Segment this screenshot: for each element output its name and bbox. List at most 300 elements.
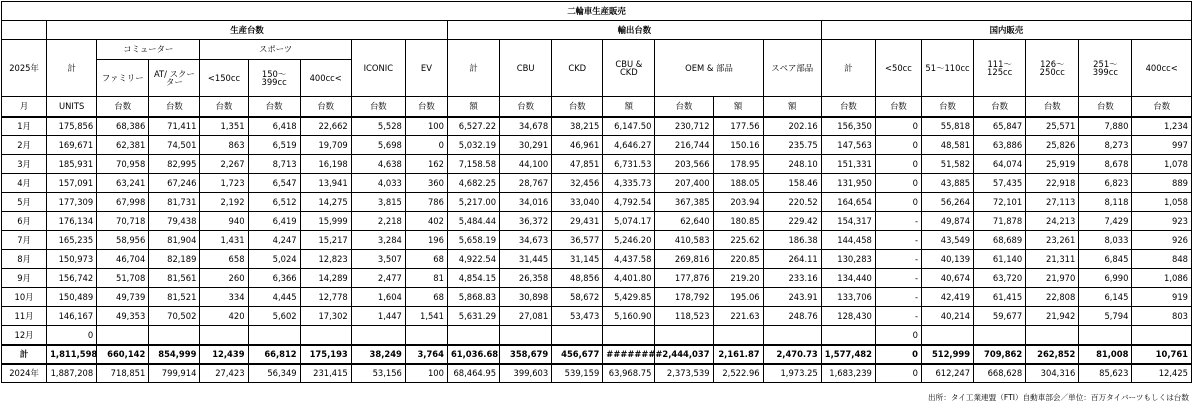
month-header: 月: [2, 97, 47, 117]
table-cell: 25,571: [1026, 117, 1079, 136]
table-cell: 5,160.90: [603, 307, 655, 326]
table-cell: 185,931: [47, 155, 97, 174]
table-cell: 4,033: [351, 174, 405, 193]
table-cell: 5,698: [351, 136, 405, 155]
table-cell: 5,868.83: [447, 288, 499, 307]
table-cell: [248, 326, 300, 345]
table-cell: 158.46: [763, 174, 821, 193]
table-cell: 5,024: [248, 250, 300, 269]
table-cell: 7,880: [1079, 117, 1132, 136]
table-row: [2, 136, 1192, 155]
table-cell: 262,852: [1026, 345, 1079, 364]
table-cell: 38,249: [351, 345, 405, 364]
table-cell: 70,718: [97, 212, 149, 231]
table-cell: 68,689: [974, 231, 1026, 250]
table-cell: 46,704: [97, 250, 149, 269]
table-cell: 2,522.96: [713, 364, 763, 383]
source-footnote: 出所：タイ工業連盟（FTI）自動車部会／単位：百万タイバーツもしくは台数: [928, 393, 1189, 402]
table-cell: 1,723: [200, 174, 248, 193]
table-cell: 43,549: [921, 231, 973, 250]
table-cell: 248.10: [763, 155, 821, 174]
table-cell: 6,990: [1079, 269, 1132, 288]
table-cell: 5,484.44: [447, 212, 499, 231]
table-cell: 156,350: [821, 117, 875, 136]
table-cell: 0: [875, 155, 921, 174]
year-header: 2025年: [2, 40, 47, 97]
table-cell: 40,674: [921, 269, 973, 288]
at-scooter-header: AT/ スクーター: [149, 60, 200, 97]
table-cell: 169,671: [47, 136, 97, 155]
251-399cc-header: 251～ 399cc: [1079, 40, 1132, 97]
unit-label: 額: [603, 97, 655, 117]
table-cell: 68,464.95: [447, 364, 499, 383]
table-cell: 2,267: [200, 155, 248, 174]
table-cell: 176,134: [47, 212, 97, 231]
unit-label: 台数: [974, 97, 1026, 117]
table-cell: 63,241: [97, 174, 149, 193]
table-cell: 456,677: [552, 345, 603, 364]
unit-label: 台数: [351, 97, 405, 117]
table-cell: 63,720: [974, 269, 1026, 288]
table-cell: 177,876: [655, 269, 713, 288]
unit-label: 台数: [1079, 97, 1132, 117]
table-cell: 27,113: [1026, 193, 1079, 212]
table-cell: 6,419: [248, 212, 300, 231]
ev-header: EV: [405, 40, 447, 97]
table-cell: 848: [1132, 250, 1192, 269]
table-row: [2, 155, 1192, 174]
table-cell: 231,415: [300, 364, 351, 383]
table-cell: 134,440: [821, 269, 875, 288]
table-cell: 6,366: [248, 269, 300, 288]
table-cell: 74,501: [149, 136, 200, 155]
table-cell: 1,887,208: [47, 364, 97, 383]
table-cell: 15,999: [300, 212, 351, 231]
table-cell: 81,731: [149, 193, 200, 212]
table-cell: 2,444,037: [655, 345, 713, 364]
table-cell: 1,973.25: [763, 364, 821, 383]
table-cell: 62,381: [97, 136, 149, 155]
table-cell: 12,778: [300, 288, 351, 307]
table-cell: 57,435: [974, 174, 1026, 193]
total-row: [2, 345, 1192, 364]
table-cell: 260: [200, 269, 248, 288]
table-cell: 81,008: [1079, 345, 1132, 364]
table-cell: 61,415: [974, 288, 1026, 307]
export-group-header: 輸出台数: [447, 21, 821, 40]
blank-header-cell: [2, 21, 47, 40]
table-cell: 26,358: [500, 269, 552, 288]
table-cell: 0: [875, 117, 921, 136]
table-cell: 21,970: [1026, 269, 1079, 288]
table-cell: 2,161.87: [713, 345, 763, 364]
table-cell: 940: [200, 212, 248, 231]
table-cell: 32,456: [552, 174, 603, 193]
table-cell: [655, 326, 713, 345]
table-cell: [974, 326, 1026, 345]
table-cell: 2,477: [351, 269, 405, 288]
table-cell: 2,373,539: [655, 364, 713, 383]
table-cell: 360: [405, 174, 447, 193]
table-cell: 67,998: [97, 193, 149, 212]
table-cell: 85,623: [1079, 364, 1132, 383]
unit-label: 台数: [821, 97, 875, 117]
table-cell: [763, 326, 821, 345]
table-cell: 4,792.54: [603, 193, 655, 212]
unit-label: 額: [447, 97, 499, 117]
export-total-header: 計: [447, 40, 499, 97]
table-cell: 1,078: [1132, 155, 1192, 174]
table-cell: 68: [405, 288, 447, 307]
table-cell: 6,519: [248, 136, 300, 155]
table-row: [2, 326, 1192, 345]
table-cell: 58,672: [552, 288, 603, 307]
table-cell: 62,640: [655, 212, 713, 231]
table-cell: [500, 326, 552, 345]
table-cell: 4,401.80: [603, 269, 655, 288]
table-cell: 56,349: [248, 364, 300, 383]
table-cell: 48,856: [552, 269, 603, 288]
table-cell: 709,862: [974, 345, 1026, 364]
table-cell: 46,961: [552, 136, 603, 155]
table-cell: 19,709: [300, 136, 351, 155]
table-row: [2, 212, 1192, 231]
unit-label: 台数: [405, 97, 447, 117]
table-cell: 14,289: [300, 269, 351, 288]
unit-label: 台数: [655, 97, 713, 117]
table-cell: 923: [1132, 212, 1192, 231]
table-cell: 55,818: [921, 117, 973, 136]
table-cell: 27,081: [500, 307, 552, 326]
unit-label: 台数: [97, 97, 149, 117]
table-cell: 51,708: [97, 269, 149, 288]
table-cell: 799,914: [149, 364, 200, 383]
table-cell: 81: [405, 269, 447, 288]
table-cell: 7,429: [1079, 212, 1132, 231]
table-cell: 31,145: [552, 250, 603, 269]
row-label: 8月: [2, 250, 47, 269]
table-cell: 660,142: [97, 345, 149, 364]
table-cell: 221.63: [713, 307, 763, 326]
table-cell: 150.16: [713, 136, 763, 155]
table-cell: 48,581: [921, 136, 973, 155]
table-cell: [351, 326, 405, 345]
table-cell: 178.95: [713, 155, 763, 174]
table-cell: 248.76: [763, 307, 821, 326]
table-cell: 6,527.22: [447, 117, 499, 136]
table-cell: 100: [405, 117, 447, 136]
table-cell: 264.11: [763, 250, 821, 269]
table-cell: 28,767: [500, 174, 552, 193]
table-cell: 175,856: [47, 117, 97, 136]
table-cell: 72,101: [974, 193, 1026, 212]
table-cell: 3,284: [351, 231, 405, 250]
table-cell: 358,679: [500, 345, 552, 364]
table-cell: 21,942: [1026, 307, 1079, 326]
table-cell: 8,118: [1079, 193, 1132, 212]
table-cell: 420: [200, 307, 248, 326]
table-cell: 22,918: [1026, 174, 1079, 193]
domestic-group-header: 国内販売: [821, 21, 1191, 40]
table-cell: 40,214: [921, 307, 973, 326]
table-cell: 53,156: [351, 364, 405, 383]
table-cell: 4,247: [248, 231, 300, 250]
table-cell: 118,523: [655, 307, 713, 326]
table-cell: 4,437.58: [603, 250, 655, 269]
table-cell: 131,950: [821, 174, 875, 193]
row-label: 2024年: [2, 364, 47, 383]
table-cell: 1,058: [1132, 193, 1192, 212]
table-cell: 668,628: [974, 364, 1026, 383]
table-cell: 0: [875, 364, 921, 383]
production-group-header: 生産台数: [47, 21, 448, 40]
production-total-header: 計: [47, 40, 97, 97]
table-cell: 8,033: [1079, 231, 1132, 250]
table-row: [2, 269, 1192, 288]
table-cell: 82,189: [149, 250, 200, 269]
unit-label: 台数: [149, 97, 200, 117]
row-label: 10月: [2, 288, 47, 307]
table-cell: [405, 326, 447, 345]
table-cell: 2,192: [200, 193, 248, 212]
126-250cc-header: 126～ 250cc: [1026, 40, 1079, 97]
table-cell: 34,673: [500, 231, 552, 250]
sports-group-header: スポーツ: [200, 40, 351, 60]
unit-label: 台数: [1026, 97, 1079, 117]
table-cell: 612,247: [921, 364, 973, 383]
table-cell: 334: [200, 288, 248, 307]
table-cell: 70,958: [97, 155, 149, 174]
table-cell: 0: [875, 174, 921, 193]
table-cell: 6,145: [1079, 288, 1132, 307]
table-cell: 71,878: [974, 212, 1026, 231]
row-label: 11月: [2, 307, 47, 326]
ckd-header: CKD: [552, 40, 603, 97]
table-row: [2, 307, 1192, 326]
51-110cc-header: 51～110cc: [921, 40, 973, 97]
table-cell: 216,744: [655, 136, 713, 155]
table-cell: 863: [200, 136, 248, 155]
row-label: 計: [2, 345, 47, 364]
table-cell: 5,429.85: [603, 288, 655, 307]
table-cell: 180.85: [713, 212, 763, 231]
table-cell: -: [875, 212, 921, 231]
table-cell: 71,411: [149, 117, 200, 136]
table-cell: 410,583: [655, 231, 713, 250]
table-cell: 156,742: [47, 269, 97, 288]
table-cell: 786: [405, 193, 447, 212]
table-cell: 51,582: [921, 155, 973, 174]
table-cell: 718,851: [97, 364, 149, 383]
table-cell: 177.56: [713, 117, 763, 136]
table-cell: 133,706: [821, 288, 875, 307]
table-cell: [921, 326, 973, 345]
sales-table-sheet: [1, 1, 1192, 383]
row-label: 5月: [2, 193, 47, 212]
table-body: [2, 117, 1192, 383]
table-cell: 43,885: [921, 174, 973, 193]
row-label: 1月: [2, 117, 47, 136]
table-cell: 178,792: [655, 288, 713, 307]
table-row: [2, 174, 1192, 193]
table-cell: 195.06: [713, 288, 763, 307]
table-cell: 7,158.58: [447, 155, 499, 174]
table-cell: 219.20: [713, 269, 763, 288]
table-cell: 100: [405, 364, 447, 383]
table-cell: 16,198: [300, 155, 351, 174]
table-cell: 5,074.17: [603, 212, 655, 231]
spare-parts-header: スペア部品: [763, 40, 821, 97]
table-cell: 30,291: [500, 136, 552, 155]
table-cell: 5,602: [248, 307, 300, 326]
table-cell: 4,922.54: [447, 250, 499, 269]
table-cell: 220.85: [713, 250, 763, 269]
table-cell: 4,682.25: [447, 174, 499, 193]
table-cell: 33,040: [552, 193, 603, 212]
table-title: 二輪車生産販売: [2, 2, 1192, 21]
table-cell: 68,386: [97, 117, 149, 136]
table-cell: 1,577,482: [821, 345, 875, 364]
commuter-group-header: コミューター: [97, 40, 200, 60]
table-row: [2, 231, 1192, 250]
table-cell: 1,604: [351, 288, 405, 307]
table-cell: 220.52: [763, 193, 821, 212]
table-cell: 1,683,239: [821, 364, 875, 383]
table-cell: 63,886: [974, 136, 1026, 155]
table-cell: 5,658.19: [447, 231, 499, 250]
table-cell: 5,217.00: [447, 193, 499, 212]
table-cell: 34,016: [500, 193, 552, 212]
table-cell: 1,811,598: [47, 345, 97, 364]
table-cell: 203,566: [655, 155, 713, 174]
cbu-header: CBU: [500, 40, 552, 97]
table-cell: 25,919: [1026, 155, 1079, 174]
table-cell: 997: [1132, 136, 1192, 155]
table-cell: 12,425: [1132, 364, 1192, 383]
table-cell: 10,761: [1132, 345, 1192, 364]
production-sales-table: [1, 1, 1192, 383]
table-cell: 5,528: [351, 117, 405, 136]
table-cell: 12,439: [200, 345, 248, 364]
row-label: 9月: [2, 269, 47, 288]
table-cell: [447, 326, 499, 345]
table-cell: 150,489: [47, 288, 97, 307]
table-cell: 17,302: [300, 307, 351, 326]
table-cell: 8,273: [1079, 136, 1132, 155]
table-cell: 58,956: [97, 231, 149, 250]
cbu-ckd-header: CBU & CKD: [603, 40, 655, 97]
table-cell: 2,218: [351, 212, 405, 231]
table-cell: [713, 326, 763, 345]
table-cell: 12,823: [300, 250, 351, 269]
row-label: 4月: [2, 174, 47, 193]
400cc-plus-header: 400cc<: [300, 60, 351, 97]
table-cell: 38,215: [552, 117, 603, 136]
111-125cc-header: 111～ 125cc: [974, 40, 1026, 97]
table-cell: 6,547: [248, 174, 300, 193]
table-cell: 803: [1132, 307, 1192, 326]
table-cell: 44,100: [500, 155, 552, 174]
table-cell: 6,845: [1079, 250, 1132, 269]
table-cell: 4,854.15: [447, 269, 499, 288]
table-cell: [149, 326, 200, 345]
table-cell: 512,999: [921, 345, 973, 364]
table-cell: 154,317: [821, 212, 875, 231]
table-cell: 22,662: [300, 117, 351, 136]
table-cell: 13,941: [300, 174, 351, 193]
table-cell: 40,139: [921, 250, 973, 269]
table-cell: 162: [405, 155, 447, 174]
unit-label: 額: [713, 97, 763, 117]
lt50cc-header: <50cc: [875, 40, 921, 97]
table-cell: 22,808: [1026, 288, 1079, 307]
table-cell: -: [875, 288, 921, 307]
table-cell: [97, 326, 149, 345]
table-cell: [300, 326, 351, 345]
table-cell: 0: [875, 345, 921, 364]
table-cell: 25,826: [1026, 136, 1079, 155]
unit-label: 台数: [248, 97, 300, 117]
table-cell: 175,193: [300, 345, 351, 364]
table-cell: 81,521: [149, 288, 200, 307]
table-cell: 1,447: [351, 307, 405, 326]
table-cell: 3,507: [351, 250, 405, 269]
table-cell: 151,331: [821, 155, 875, 174]
table-cell: 0: [405, 136, 447, 155]
domestic-400cc-header: 400cc<: [1132, 40, 1192, 97]
table-cell: 6,147.50: [603, 117, 655, 136]
table-cell: 5,631.29: [447, 307, 499, 326]
table-cell: ########: [603, 345, 655, 364]
table-cell: 36,372: [500, 212, 552, 231]
table-cell: 0: [875, 136, 921, 155]
row-label: 3月: [2, 155, 47, 174]
table-cell: 230,712: [655, 117, 713, 136]
table-cell: 61,140: [974, 250, 1026, 269]
table-cell: 207,400: [655, 174, 713, 193]
table-cell: -: [875, 307, 921, 326]
table-cell: 31,445: [500, 250, 552, 269]
table-cell: 229.42: [763, 212, 821, 231]
table-cell: 70,502: [149, 307, 200, 326]
lt150cc-header: <150cc: [200, 60, 248, 97]
table-row: [2, 288, 1192, 307]
table-cell: -: [875, 250, 921, 269]
row-label: 2月: [2, 136, 47, 155]
table-cell: 144,458: [821, 231, 875, 250]
unit-label: 台数: [200, 97, 248, 117]
table-cell: 21,311: [1026, 250, 1079, 269]
table-cell: 68: [405, 250, 447, 269]
table-cell: 53,473: [552, 307, 603, 326]
table-cell: 233.16: [763, 269, 821, 288]
table-cell: 203.94: [713, 193, 763, 212]
unit-label: 台数: [500, 97, 552, 117]
table-cell: 147,563: [821, 136, 875, 155]
table-cell: -: [875, 231, 921, 250]
table-cell: 165,235: [47, 231, 97, 250]
table-cell: [1079, 326, 1132, 345]
table-cell: [821, 326, 875, 345]
table-cell: 66,812: [248, 345, 300, 364]
table-cell: 6,512: [248, 193, 300, 212]
table-cell: 4,335.73: [603, 174, 655, 193]
table-cell: 56,264: [921, 193, 973, 212]
table-cell: 4,638: [351, 155, 405, 174]
prev-year-row: [2, 364, 1192, 383]
row-label: 7月: [2, 231, 47, 250]
oem-parts-header: OEM & 部品: [655, 40, 763, 97]
